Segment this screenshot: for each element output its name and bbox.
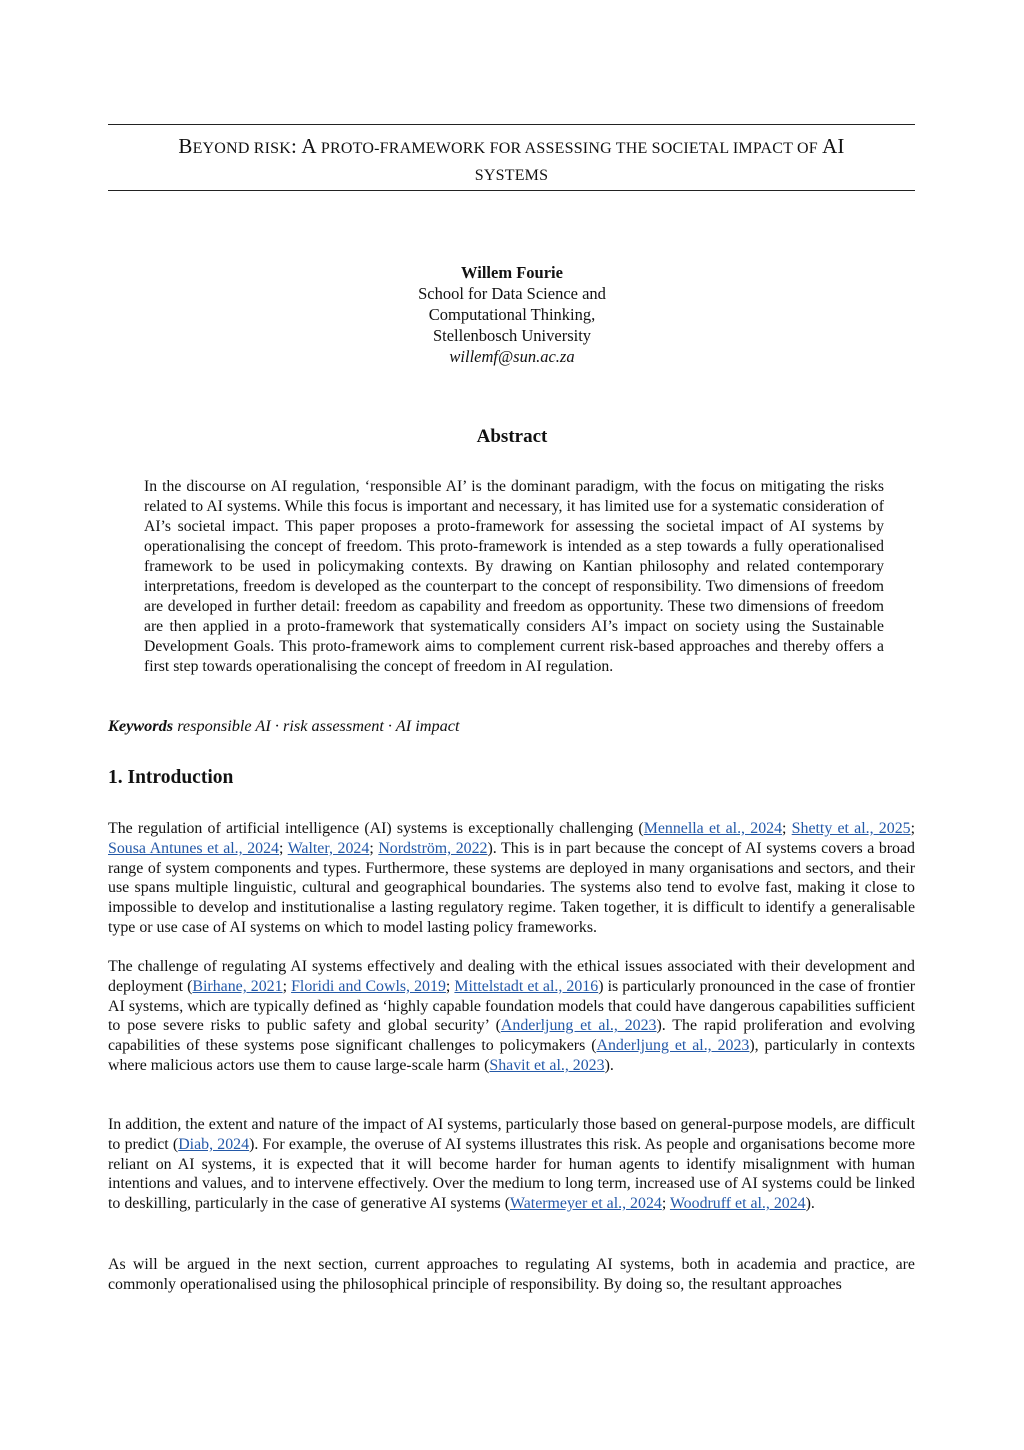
citation-link[interactable]: Shavit et al., 2023 [489,1056,605,1074]
keywords-label: Keywords [108,716,174,735]
author-name: Willem Fourie [461,263,563,282]
citation-link[interactable]: Diab, 2024 [178,1135,250,1153]
paragraph-3: In addition, the extent and nature of the impact of AI systems, particularly those based on general-purpose models, are difficult to predict (Diab, 2024). For example, the overuse of AI systems illustrates this risk. As people and organisations become more reliant on AI systems, it is expected that it will become harder for human agents to identify misalignment with human intentions and values, and to intervene effectively. Over the medium to long term, increased use of AI systems could be linked to deskilling, particularly in the case of generative AI systems (Watermeyer et al., 2024; Woodruff et al., 2024). [108,1116,915,1213]
author-affiliation-1: School for Data Science and [418,284,606,303]
citation-link[interactable]: Nordström, 2022 [378,839,488,857]
paper-title [108,133,915,189]
paragraph-2: The challenge of regulating AI systems effectively and dealing with the ethical issues associated with their development and deployment (Birhane, 2021; Floridi and Cowls, 2019; Mittelstadt et al., 2016) is particularly pronounced in the case of frontier AI systems, which are typically defined as ‘highly capable foundation models that could have dangerous capabilities sufficient to pose severe risks to public safety and global security’ (Anderljung et al., 2023). The rapid proliferation and evolving capabilities of these systems pose significant challenges to policymakers (Anderljung et al., 2023), particularly in contexts where malicious actors use them to cause large-scale harm (Shavit et al., 2023). [108,958,916,1074]
section-heading-introduction: 1. Introduction [108,767,234,788]
citation-link[interactable]: Watermeyer et al., 2024 [510,1195,662,1213]
citation-link[interactable]: Floridi and Cowls, 2019 [291,977,446,995]
citation-link[interactable]: Anderljung et al., 2023 [500,1017,657,1035]
citation-link[interactable]: Woodruff et al., 2024 [669,1195,806,1213]
citation-link[interactable]: Sousa Antunes et al., 2024 [108,839,279,857]
title-bottom-rule [108,190,915,191]
keywords-text: responsible AI · risk assessment · AI impact [173,716,460,735]
citation-link[interactable]: Mennella et al., 2024 [643,820,783,837]
title-top-rule [108,124,915,125]
abstract-heading: Abstract [476,426,548,447]
paragraph-1: The regulation of artificial intelligence (AI) systems is exceptionally challenging (Mennella et al., 2024; Shetty et al., 2025; Sousa Antunes et al., 2024; Walter, 2024; Nordström, 2022). This is in part because the concept of AI systems covers a broad range of system components and types. Furthermore, these systems are deployed in many organisations and sectors, and their use spans multiple linguistic, cultural and geographical boundaries. The systems also tend to evolve fast, making it close to impossible to develop and institutionalise a lasting regulatory regime. Taken together, it is difficult to identify a generalisable type or use case of AI systems on which to model lasting policy frameworks. [108,820,916,936]
citation-link[interactable]: Mittelstadt et al., 2016 [454,977,599,995]
abstract-text: In the discourse on AI regulation, ‘responsible AI’ is the dominant paradigm, with the focus on mitigating the risks related to AI systems. While this focus is important and necessary, it has limited use for a systematic consideration of AI’s societal impact. This paper proposes a proto-framework for assessing the societal impact of AI systems by operationalising the concept of freedom. This proto-framework is intended as a step towards a fully operationalised framework to be used in policymaking contexts. By drawing on Kantian philosophy and related contemporary interpretations, freedom is developed as the counterpart to the concept of responsibility. Two dimensions of freedom are developed in further detail: freedom as capability and freedom as opportunity. These two dimensions of freedom are then applied in a proto-framework that systematically considers AI’s impact on society using the Sustainable Development Goals. This proto-framework aims to complement current risk-based approaches and thereby offers a first step towards operationalising the concept of freedom in AI regulation. [144,478,884,675]
author-affiliation-2: Computational Thinking, [428,305,596,324]
keywords-line [108,716,460,736]
citation-link[interactable]: Shetty et al., 2025 [791,820,911,837]
citation-link[interactable]: Anderljung et al., 2023 [596,1037,750,1055]
title-line-2: SYSTEMS [474,167,549,184]
author-affiliation-3: Stellenbosch University [432,326,592,345]
author-email: willemf@sun.ac.za [449,347,575,366]
paragraph-4: As will be argued in the next section, current approaches to regulating AI systems, both in academia and practice, are commonly operationalised using the philosophical principle of responsibility. By doing so, the resultant approaches [108,1256,915,1293]
title-line-1: BEYOND RISK: A PROTO-FRAMEWORK FOR ASSESSING THE SOCIETAL IMPACT OF AI [178,134,845,158]
citation-link[interactable]: Walter, 2024 [287,839,370,857]
author-block [312,262,712,367]
citation-link[interactable]: Birhane, 2021 [192,977,283,995]
